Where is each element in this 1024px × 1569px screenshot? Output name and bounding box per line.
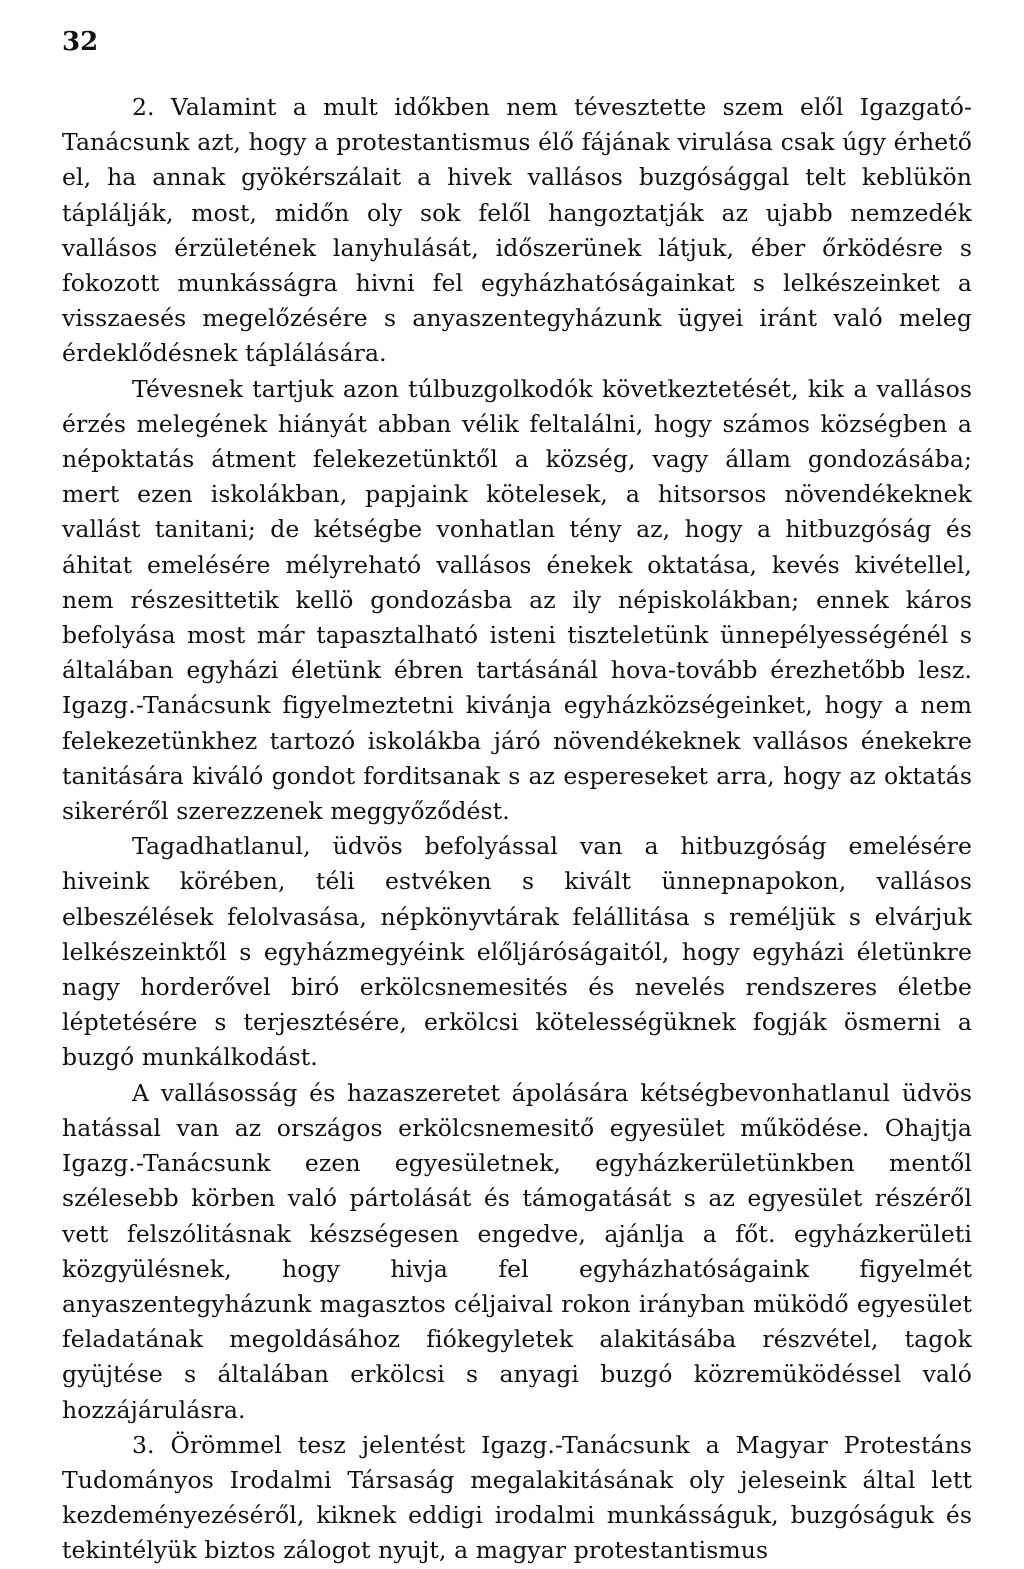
paragraph-moral-association: A vallásosság és hazaszeretet ápolására kétségbevonhatlanul üdvös hatással van az országos erkölcsnemesitő egyesület működése. Ohajtja Igazg.-Tanácsunk ezen egyesületnek, egyházkerületünkben mentől szélesebb körben való pártolását és támogatását s az egyesület részéről vett felszólitásnak készségesen engedve, ajánlja a főt. egyházkerületi közgyülésnek, hogy hivja fel egyházhatóságaink figyelmét anyaszentegyházunk magasztos céljaival rokon irányban müködő egyesület feladatának megoldásához fiókegyletek alakitásába részvétel, tagok gyüjtése s általában erkölcsi s anyagi buzgó közremüködéssel való hozzájárulásra. [62,1078,972,1424]
page-number: 32 [62,27,99,57]
body-text [62,90,972,1569]
paragraph-section-3: 3. Örömmel tesz jelentést Igazg.-Tanácsunk a Magyar Protestáns Tudományos Irodalmi Társaság megalakitásának oly jeleseink által lett kezdeményezéséről, kiknek eddigi irodalmi munkásságuk, buzgóságuk és tekintélyük biztos zálogot nyujt, a magyar protestantismus [62,1430,972,1565]
paragraph-readings-libraries: Tagadhatlanul, üdvös befolyással van a hitbuzgóság emelésére hiveink körében, téli estvéken s kivált ünnepnapokon, vallásos elbeszélések felolvasása, népkönyvtárak felállitása s reméljük s elvárjuk lelkészeinktől s egyházmegyéink előljáróságaitól, hogy egyházi életünkre nagy horderővel biró erkölcsnemesités és nevelés rendszeres életbe léptetésére s terjesztésére, erkölcsi kötelességüknek fogják ösmerni a buzgó munkálkodást. [62,832,972,1072]
paragraph-religious-singing: Tévesnek tartjuk azon túlbuzgolkodók következtetését, kik a vallásos érzés melegének hiányát abban vélik feltalálni, hogy számos községben a népoktatás átment felekezetünktől a község, vagy állam gondozásába; mert ezen iskolákban, papjaink kötelesek, a hitsorsos növendékeknek vallást tanitani; de kétségbe vonhatlan tény az, hogy a hitbuzgóság és áhitat emelésére mélyreható vallásos énekek oktatása, kevés kivétellel, nem részesittetik kellö gondozásba az ily népiskolákban; ennek káros befolyása most már tapasztalható isteni tiszteletünk ünnepélyességénél s általában egyházi életünk ébren tartásánál hova-tovább érezhetőbb lesz. Igazg.-Tanácsunk figyelmeztetni kivánja egyházközségeinket, hogy a nem felekezetünkhez tartozó iskolákba járó növendékeknek vallásos énekekre tanitására kiváló gondot forditsanak s az espereseket arra, hogy az oktatás sikeréről szerezzenek meggyőződést. [62,374,972,826]
paragraph-section-2: 2. Valamint a mult időkben nem tévesztette szem elől Igazgató-Tanácsunk azt, hogy a protestantismus élő fájának virulása csak úgy érhető el, ha annak gyökérszálait a hivek vallásos buzgósággal telt keblükön táplálják, most, midőn oly sok felől hangoztatják az ujabb nemzedék vallásos érzületének lanyhulását, időszerünek látjuk, éber őrködésre s fokozott munkásságra hivni fel egyházhatóságainkat s lelkészeinket a visszaesés megelőzésére s anyaszentegyházunk ügyei iránt való meleg érdeklődésnek táplálására. [62,93,972,368]
